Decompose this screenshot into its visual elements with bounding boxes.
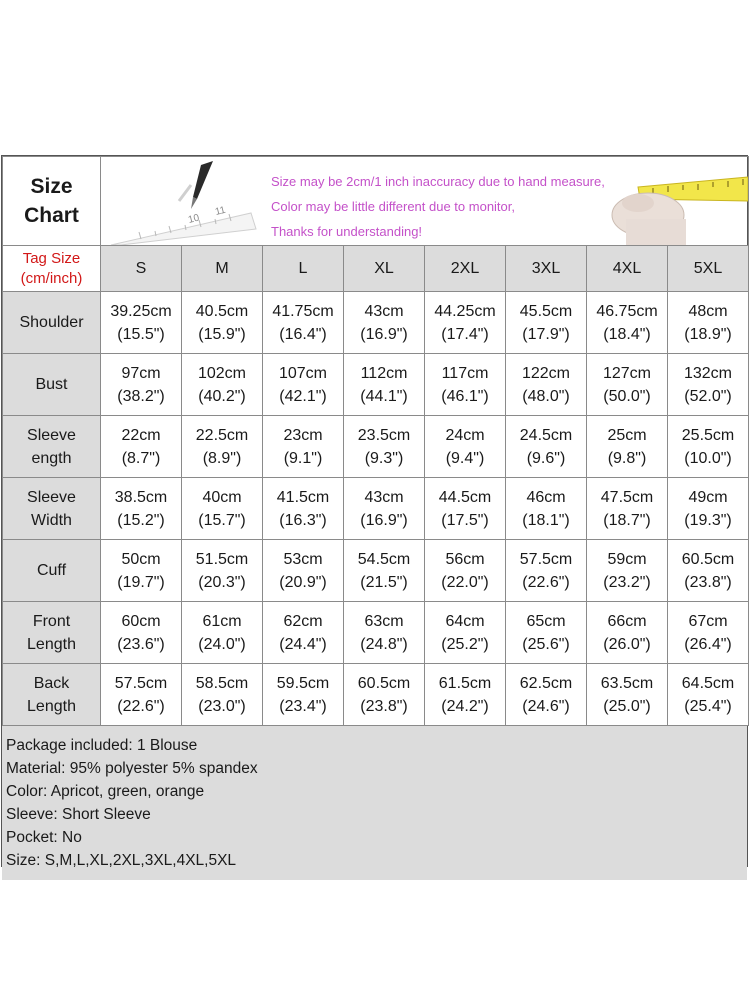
measurement-value: 44.25cm (17.4") xyxy=(425,292,506,354)
size-table xyxy=(2,156,749,726)
size-header-m: M xyxy=(182,246,263,292)
size-chart xyxy=(1,155,748,867)
measurement-value: 45.5cm (17.9") xyxy=(506,292,587,354)
measurement-value: 39.25cm (15.5") xyxy=(101,292,182,354)
measurement-value: 38.5cm (15.2") xyxy=(101,478,182,540)
measurement-label: Sleeve Width xyxy=(3,478,101,540)
measurement-row xyxy=(3,664,749,726)
measurement-value: 59cm (23.2") xyxy=(587,540,668,602)
size-header-5xl: 5XL xyxy=(668,246,749,292)
measurement-value: 58.5cm (23.0") xyxy=(182,664,263,726)
measuring-tape-icon xyxy=(598,157,748,245)
measurement-value: 23.5cm (9.3") xyxy=(344,416,425,478)
banner xyxy=(101,157,749,246)
measurement-value: 40.5cm (15.9") xyxy=(182,292,263,354)
note-line: Size may be 2cm/1 inch inaccuracy due to hand measure, xyxy=(271,174,605,189)
measurement-value: 47.5cm (18.7") xyxy=(587,478,668,540)
size-header-xl: XL xyxy=(344,246,425,292)
measurement-value: 97cm (38.2") xyxy=(101,354,182,416)
size-header-l: L xyxy=(263,246,344,292)
measurement-row xyxy=(3,292,749,354)
measurement-row xyxy=(3,416,749,478)
measurement-value: 25.5cm (10.0") xyxy=(668,416,749,478)
measurement-value: 64.5cm (25.4") xyxy=(668,664,749,726)
measurement-value: 49cm (19.3") xyxy=(668,478,749,540)
measurement-value: 54.5cm (21.5") xyxy=(344,540,425,602)
info-line: Package included: 1 Blouse xyxy=(6,737,198,754)
measurement-value: 44.5cm (17.5") xyxy=(425,478,506,540)
measurement-value: 67cm (26.4") xyxy=(668,602,749,664)
measurement-label: Front Length xyxy=(3,602,101,664)
note-line: Thanks for understanding! xyxy=(271,224,423,239)
measurement-value: 40cm (15.7") xyxy=(182,478,263,540)
note-line: Color may be little different due to monitor, xyxy=(271,199,515,214)
measurement-value: 57.5cm (22.6") xyxy=(506,540,587,602)
measurement-value: 22cm (8.7") xyxy=(101,416,182,478)
measurement-value: 53cm (20.9") xyxy=(263,540,344,602)
measurement-value: 25cm (9.8") xyxy=(587,416,668,478)
measurement-value: 59.5cm (23.4") xyxy=(263,664,344,726)
measurement-value: 46cm (18.1") xyxy=(506,478,587,540)
measurement-value: 61cm (24.0") xyxy=(182,602,263,664)
measurement-value: 117cm (46.1") xyxy=(425,354,506,416)
measurement-value: 66cm (26.0") xyxy=(587,602,668,664)
ruler-number-11: 11 xyxy=(214,204,227,218)
measurement-value: 24.5cm (9.6") xyxy=(506,416,587,478)
measure-notes xyxy=(271,169,605,244)
chart-title-text: Size Chart xyxy=(24,175,79,227)
measurement-value: 107cm (42.1") xyxy=(263,354,344,416)
measurement-label: Bust xyxy=(3,354,101,416)
measurement-value: 57.5cm (22.6") xyxy=(101,664,182,726)
measurement-value: 60.5cm (23.8") xyxy=(344,664,425,726)
info-line: Color: Apricot, green, orange xyxy=(6,783,205,800)
pencil-ruler-icon xyxy=(101,157,266,245)
measurement-value: 60cm (23.6") xyxy=(101,602,182,664)
measurement-row xyxy=(3,354,749,416)
info-line: Pocket: No xyxy=(6,829,82,846)
measurement-value: 56cm (22.0") xyxy=(425,540,506,602)
measurement-value: 62.5cm (24.6") xyxy=(506,664,587,726)
measurement-value: 62cm (24.4") xyxy=(263,602,344,664)
measurement-value: 60.5cm (23.8") xyxy=(668,540,749,602)
size-header-row xyxy=(3,246,749,292)
measurement-row xyxy=(3,478,749,540)
size-header-4xl: 4XL xyxy=(587,246,668,292)
measurement-value: 51.5cm (20.3") xyxy=(182,540,263,602)
ruler-number-10: 10 xyxy=(187,212,201,226)
measurement-value: 24cm (9.4") xyxy=(425,416,506,478)
size-header-2xl: 2XL xyxy=(425,246,506,292)
measurement-value: 112cm (44.1") xyxy=(344,354,425,416)
measurement-value: 65cm (25.6") xyxy=(506,602,587,664)
measurement-value: 46.75cm (18.4") xyxy=(587,292,668,354)
size-header-s: S xyxy=(101,246,182,292)
info-line: Material: 95% polyester 5% spandex xyxy=(6,760,258,777)
chart-title xyxy=(3,157,101,246)
measurement-value: 63cm (24.8") xyxy=(344,602,425,664)
measurement-value: 48cm (18.9") xyxy=(668,292,749,354)
measurement-label: Shoulder xyxy=(3,292,101,354)
measurement-value: 64cm (25.2") xyxy=(425,602,506,664)
measurement-value: 22.5cm (8.9") xyxy=(182,416,263,478)
measurement-label: Sleeve ength xyxy=(3,416,101,478)
measurement-value: 43cm (16.9") xyxy=(344,478,425,540)
info-line: Sleeve: Short Sleeve xyxy=(6,806,151,823)
measurement-value: 122cm (48.0") xyxy=(506,354,587,416)
measurement-value: 23cm (9.1") xyxy=(263,416,344,478)
product-info xyxy=(2,726,747,880)
measurement-value: 127cm (50.0") xyxy=(587,354,668,416)
measurement-value: 61.5cm (24.2") xyxy=(425,664,506,726)
measurement-value: 132cm (52.0") xyxy=(668,354,749,416)
info-line: Size: S,M,L,XL,2XL,3XL,4XL,5XL xyxy=(6,852,237,869)
tag-size-label: Tag Size (cm/inch) xyxy=(3,246,101,292)
measurement-row xyxy=(3,540,749,602)
banner-row xyxy=(3,157,749,246)
measurement-value: 63.5cm (25.0") xyxy=(587,664,668,726)
measurement-value: 102cm (40.2") xyxy=(182,354,263,416)
measurement-value: 41.75cm (16.4") xyxy=(263,292,344,354)
measurement-label: Cuff xyxy=(3,540,101,602)
measurement-row xyxy=(3,602,749,664)
measurement-label: Back Length xyxy=(3,664,101,726)
measurement-value: 50cm (19.7") xyxy=(101,540,182,602)
measurement-value: 41.5cm (16.3") xyxy=(263,478,344,540)
measurement-value: 43cm (16.9") xyxy=(344,292,425,354)
size-header-3xl: 3XL xyxy=(506,246,587,292)
